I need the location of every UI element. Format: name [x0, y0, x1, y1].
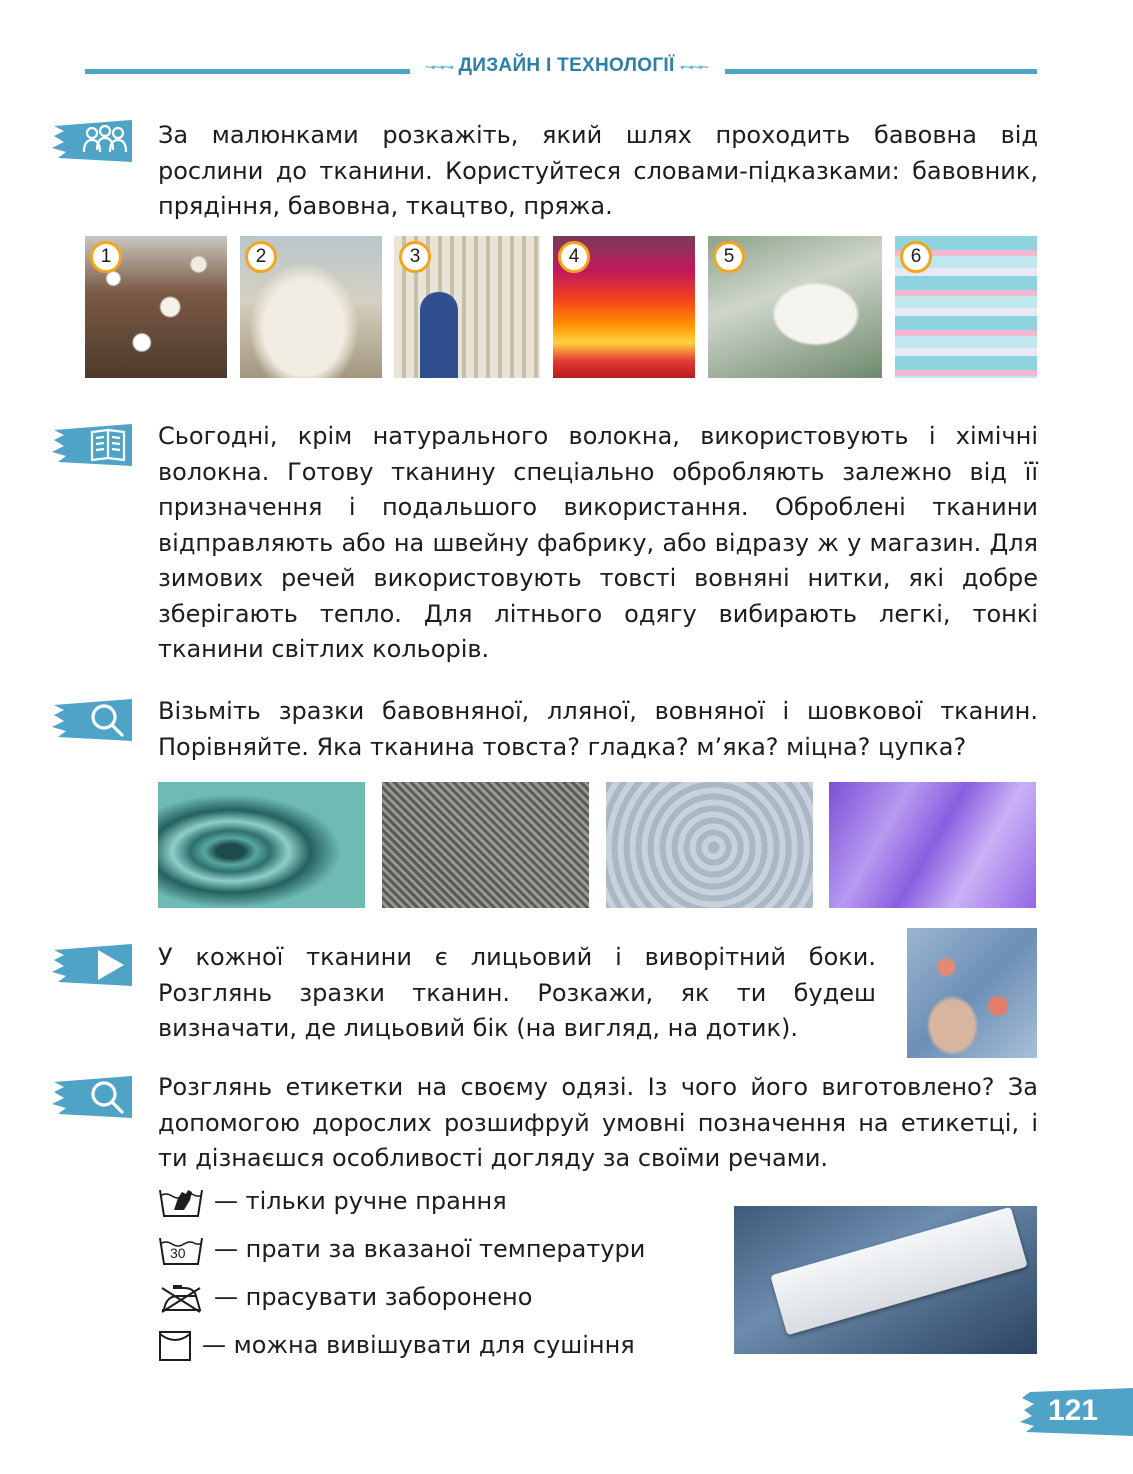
step-badge-4: 4 — [558, 241, 590, 273]
weaving-machine-photo — [708, 236, 882, 378]
no-ironing-icon — [158, 1282, 204, 1314]
care-text-line-dry: — можна вивішувати для сушіння — [202, 1331, 635, 1359]
line-dry-icon — [158, 1330, 192, 1362]
clothing-care-label-photo — [734, 1206, 1037, 1354]
care-symbol-line-dry — [158, 1330, 635, 1362]
info-paragraph: Сьогодні, крім натурального волокна, використовують і хімічні волокна. Готову тканину спеціально обробляють залежно від її призначення і подальшого використання. Оброблені тканини відправляють або на швейну фабрику, або відразу ж у магазин. Для зимових речей використовують товсті вовняні нитки, які добре зберігають тепло. Для літнього одягу вибирають легкі, тонкі тканини світлих кольорів. — [158, 422, 1038, 663]
page-number: 121 — [1048, 1394, 1099, 1427]
hand-wash-icon — [158, 1186, 204, 1218]
header-ornament-left-icon: ~•~•~• — [425, 60, 453, 74]
raw-cotton-pile-photo — [240, 236, 382, 378]
magnifier-icon — [52, 697, 132, 743]
silk-fabric-photo — [829, 782, 1036, 908]
step-badge-6: 6 — [900, 241, 932, 273]
worker-figure — [420, 292, 458, 378]
tweed-fabric-photo — [382, 782, 589, 908]
step-badge-5: 5 — [713, 241, 745, 273]
magnifier-icon — [52, 1074, 132, 1120]
labels-task-paragraph: Розглянь етикетки на своєму одязі. Із чого його виготовлено? За допомогою дорослих розшифруй умовні позначення на етикетці, і ти дізнаєшся особливості догляду за своїми речами. — [158, 1073, 1038, 1172]
care-text-no-ironing: — прасувати заборонено — [214, 1283, 533, 1311]
hand-holding-fabric-photo — [907, 928, 1037, 1058]
header-ornament-right-icon: •~•~•~ — [680, 60, 708, 74]
fabric-sides-paragraph: У кожної тканини є лицьовий і виворітний боки. Розглянь зразки тканин. Розкажи, як ти будеш визначати, де лицьовий бік (на вигляд, на дотик). — [158, 943, 876, 1042]
care-symbol-no-ironing — [158, 1282, 532, 1314]
care-text-hand-wash: — тільки ручне прання — [214, 1187, 507, 1215]
velvet-fabric-photo — [158, 782, 365, 908]
wash-temperature-label: 30 — [170, 1245, 186, 1261]
step-badge-2: 2 — [245, 241, 277, 273]
step-badge-3: 3 — [399, 241, 431, 273]
intro-paragraph: За малюнками розкажіть, який шлях проходить бавовна від рослини до тканини. Користуйтеся словами-підказками: бавовник, прядіння, бавовна, ткацтво, пряжа. — [158, 121, 1038, 220]
knit-fabric-photo — [606, 782, 813, 908]
cotton-field-photo — [85, 236, 227, 378]
spinning-mill-photo — [394, 236, 540, 378]
care-text-wash-temperature: — прати за вказаної температури — [214, 1235, 646, 1263]
play-icon — [52, 942, 132, 988]
group-discussion-icon — [52, 118, 132, 164]
wash-temperature-icon — [158, 1234, 204, 1266]
printed-fabrics-photo — [895, 236, 1037, 378]
step-badge-1: 1 — [90, 241, 122, 273]
care-symbol-wash-temperature — [158, 1234, 645, 1266]
compare-task-paragraph: Візьміть зразки бавовняної, лляної, вовняної і шовкової тканин. Порівняйте. Яка тканина товста? гладка? м’яка? міцна? цупка? — [158, 697, 1038, 761]
page-number-badge — [1020, 1388, 1133, 1436]
running-header-title: ДИЗАЙН І ТЕХНОЛОГІЇ — [458, 55, 675, 76]
care-symbol-hand-wash — [158, 1186, 507, 1218]
dyed-yarn-photo — [553, 236, 695, 378]
book-icon — [52, 422, 132, 468]
header — [0, 55, 1133, 77]
care-label-tag — [770, 1207, 1027, 1336]
